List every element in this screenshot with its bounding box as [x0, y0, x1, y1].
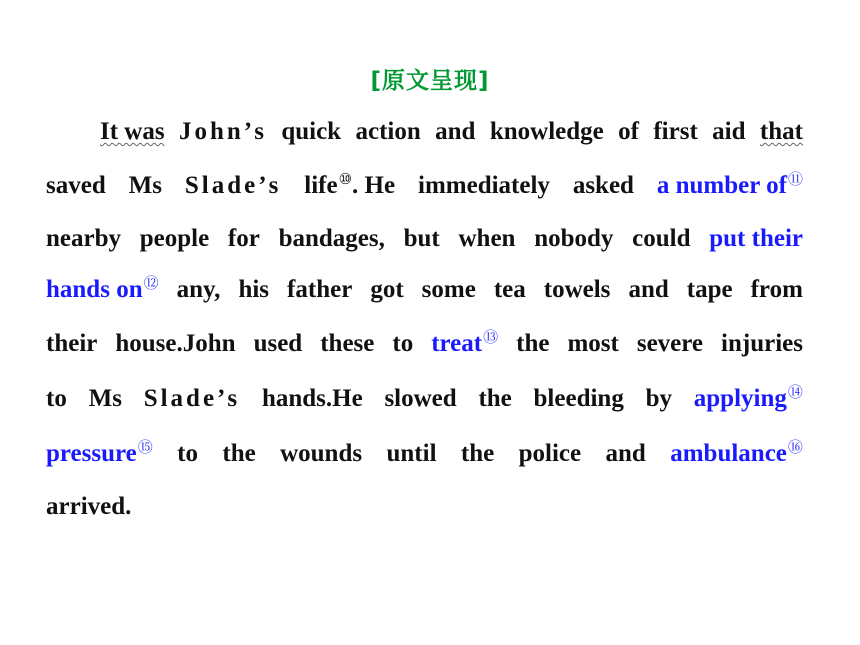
- word: got: [370, 276, 404, 303]
- word: by: [645, 385, 672, 412]
- passage-line-5: [46, 329, 803, 359]
- word-text: ambulance: [670, 440, 787, 467]
- word-text: applying: [693, 385, 787, 412]
- word: and: [628, 276, 669, 303]
- word: for: [227, 225, 260, 252]
- highlighted-phrase: [657, 171, 803, 201]
- footnote-marker: ⑯: [787, 438, 803, 456]
- word: father: [287, 276, 353, 303]
- word: bleeding: [533, 385, 624, 412]
- word: quick: [281, 118, 342, 145]
- word: Slade’s: [184, 172, 282, 199]
- highlighted-phrase: [46, 275, 159, 305]
- word: nearby: [46, 225, 121, 252]
- word: from: [750, 276, 803, 303]
- passage-line-1: [100, 117, 803, 147]
- word: life: [304, 172, 338, 199]
- highlighted-word: [46, 439, 153, 469]
- footnote-marker: ⑫: [143, 274, 159, 292]
- word: to: [392, 330, 414, 357]
- word: action: [355, 118, 421, 145]
- word: could: [632, 225, 691, 252]
- word: the: [222, 440, 256, 467]
- word: when: [458, 225, 516, 252]
- word: any,: [176, 276, 221, 303]
- word: but: [403, 225, 440, 252]
- word: first: [653, 118, 698, 145]
- passage-line-7: [46, 439, 803, 469]
- word: his: [238, 276, 270, 303]
- passage-line-8: [46, 492, 803, 522]
- word-text: treat: [431, 330, 483, 357]
- footnote-marker: ⑭: [787, 383, 803, 401]
- word: severe: [636, 330, 704, 357]
- footnote-marker: ⑬: [483, 328, 499, 346]
- word: the: [516, 330, 550, 357]
- phrase-text: a number of: [656, 172, 787, 199]
- phrase-text: hands on: [46, 276, 143, 303]
- word-text: pressure: [46, 440, 137, 467]
- word: the: [460, 440, 495, 467]
- highlighted-word: [431, 329, 498, 359]
- word: house.John: [115, 330, 236, 357]
- word: their: [46, 330, 98, 357]
- word: injuries: [721, 330, 803, 357]
- word: knowledge: [489, 118, 604, 145]
- word: John’s: [178, 118, 267, 145]
- word: asked: [572, 172, 634, 199]
- word: these: [320, 330, 375, 357]
- highlighted-word: [694, 384, 803, 414]
- word: the: [478, 385, 512, 412]
- word: Ms: [88, 385, 122, 412]
- word: saved: [46, 172, 106, 199]
- word: police: [518, 440, 582, 467]
- word: and: [435, 118, 476, 145]
- word: to: [46, 385, 67, 412]
- word: some: [421, 276, 476, 303]
- word: arrived.: [46, 493, 132, 520]
- word: people: [139, 225, 210, 252]
- word: Slade’s: [143, 385, 241, 412]
- word: towels: [543, 276, 611, 303]
- passage-line-4: [46, 275, 803, 305]
- word: of: [618, 118, 639, 145]
- word-group: [304, 171, 395, 201]
- word: and: [605, 440, 646, 467]
- word: nobody: [534, 225, 614, 252]
- highlighted-phrase: put their: [709, 225, 803, 252]
- word: until: [386, 440, 437, 467]
- passage-line-2: [46, 171, 803, 201]
- word: wounds: [280, 440, 363, 467]
- word: tea: [493, 276, 526, 303]
- word: most: [567, 330, 619, 357]
- word: used: [253, 330, 303, 357]
- passage-line-6: [46, 384, 803, 414]
- highlighted-word: [670, 439, 803, 469]
- word: immediately: [418, 172, 550, 199]
- word: slowed: [384, 385, 457, 412]
- passage-line-3: [46, 224, 803, 254]
- footnote-marker: ⑮: [137, 438, 153, 456]
- section-heading: [原文呈现]: [370, 68, 490, 94]
- word: tape: [686, 276, 733, 303]
- word: to: [177, 440, 198, 467]
- word: bandages,: [278, 225, 385, 252]
- footnote-marker: ⑩: [338, 170, 353, 188]
- word: aid: [712, 118, 746, 145]
- word: It was: [100, 118, 165, 145]
- word: Ms: [128, 172, 162, 199]
- word: hands.He: [261, 385, 363, 412]
- word: . He: [352, 172, 396, 199]
- word: that: [759, 118, 803, 145]
- footnote-marker: ⑪: [787, 170, 803, 188]
